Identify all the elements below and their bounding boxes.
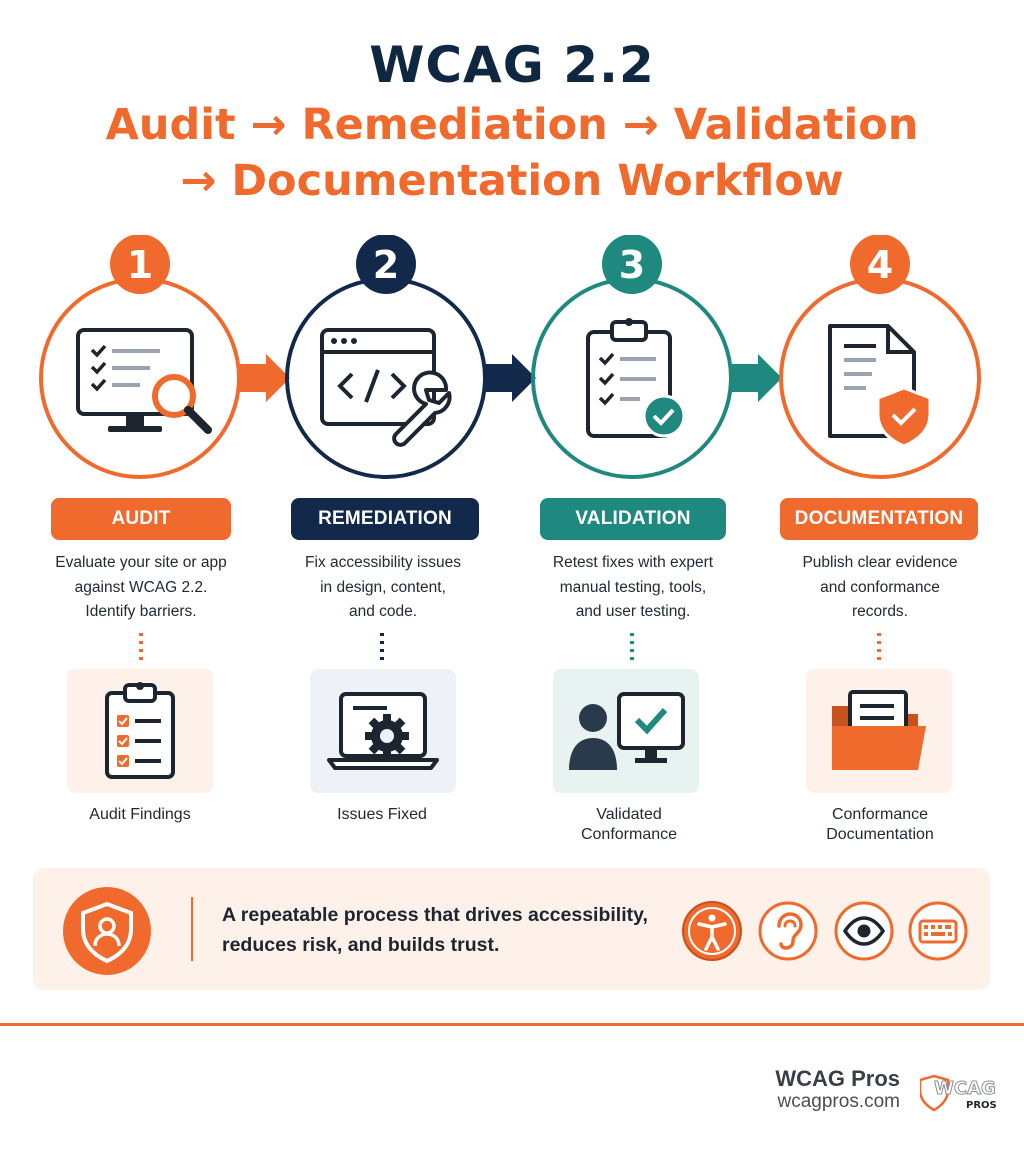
output-label-validation: Validated Conformance (580, 806, 678, 843)
step-1-number: 1 (126, 243, 154, 287)
accessibility-person-icon (681, 900, 743, 962)
connector-validation (630, 633, 634, 663)
step-label-validation: VALIDATION (540, 498, 726, 540)
step-desc-audit: Evaluate your site or app against WCAG 2.2. Identify barriers. (55, 554, 227, 620)
banner-text: A repeatable process that drives accessibility, reduces risk, and builds trust. (222, 904, 648, 956)
document-shield-icon (830, 326, 930, 446)
step-desc-documentation: Publish clear evidence and conformance records. (802, 554, 958, 620)
shield-user-icon (62, 886, 152, 976)
brand-logo-text: WCAG (934, 1078, 996, 1099)
connector-documentation (877, 633, 881, 663)
banner-divider (191, 897, 193, 961)
page-title: WCAG 2.2 (369, 36, 655, 94)
step-4-number: 4 (866, 243, 894, 287)
output-box-documentation (806, 669, 952, 793)
clipboard-checkmark-icon (588, 318, 684, 436)
output-label-remediation: Issues Fixed (337, 806, 427, 823)
hearing-icon (757, 900, 819, 962)
page-subtitle-line2: → Documentation Workflow (180, 156, 844, 206)
monitor-checklist-magnifier-icon (78, 330, 208, 432)
brand-logo-subtext: PROS (966, 1100, 997, 1111)
keyboard-icon (907, 900, 969, 962)
connector-remediation (380, 633, 384, 663)
brand-logo (920, 1072, 1012, 1114)
brand-url: wcagpros.com (777, 1091, 900, 1112)
clipboard-checklist-icon (95, 681, 185, 781)
output-label-audit: Audit Findings (89, 806, 191, 823)
laptop-gear-icon (323, 686, 443, 776)
step-desc-validation: Retest fixes with expert manual testing, tools, and user testing. (552, 554, 714, 620)
step-3-number: 3 (618, 243, 646, 287)
brand-name: WCAG Pros (775, 1066, 900, 1091)
code-window-wrench-icon (322, 330, 450, 445)
step-label-audit: AUDIT (51, 498, 231, 540)
output-label-documentation: Conformance Documentation (826, 806, 934, 843)
arrow-3-to-4 (732, 354, 782, 402)
step-label-documentation: DOCUMENTATION (780, 498, 978, 540)
arrow-1-to-2 (240, 354, 290, 402)
user-monitor-check-icon (563, 688, 689, 774)
arrow-2-to-3 (486, 354, 536, 402)
output-box-audit (67, 669, 213, 793)
footer-divider (0, 1023, 1024, 1026)
workflow-steps-diagram (0, 235, 1024, 485)
step-label-remediation: REMEDIATION (291, 498, 479, 540)
eye-icon (833, 900, 895, 962)
output-box-remediation (310, 669, 456, 793)
step-desc-remediation: Fix accessibility issues in design, content, and code. (305, 554, 461, 620)
folder-document-icon (824, 686, 934, 776)
step-2-number: 2 (372, 243, 400, 287)
page-subtitle-line1: Audit → Remediation → Validation (105, 100, 919, 150)
output-box-validation (553, 669, 699, 793)
connector-audit (139, 633, 143, 663)
